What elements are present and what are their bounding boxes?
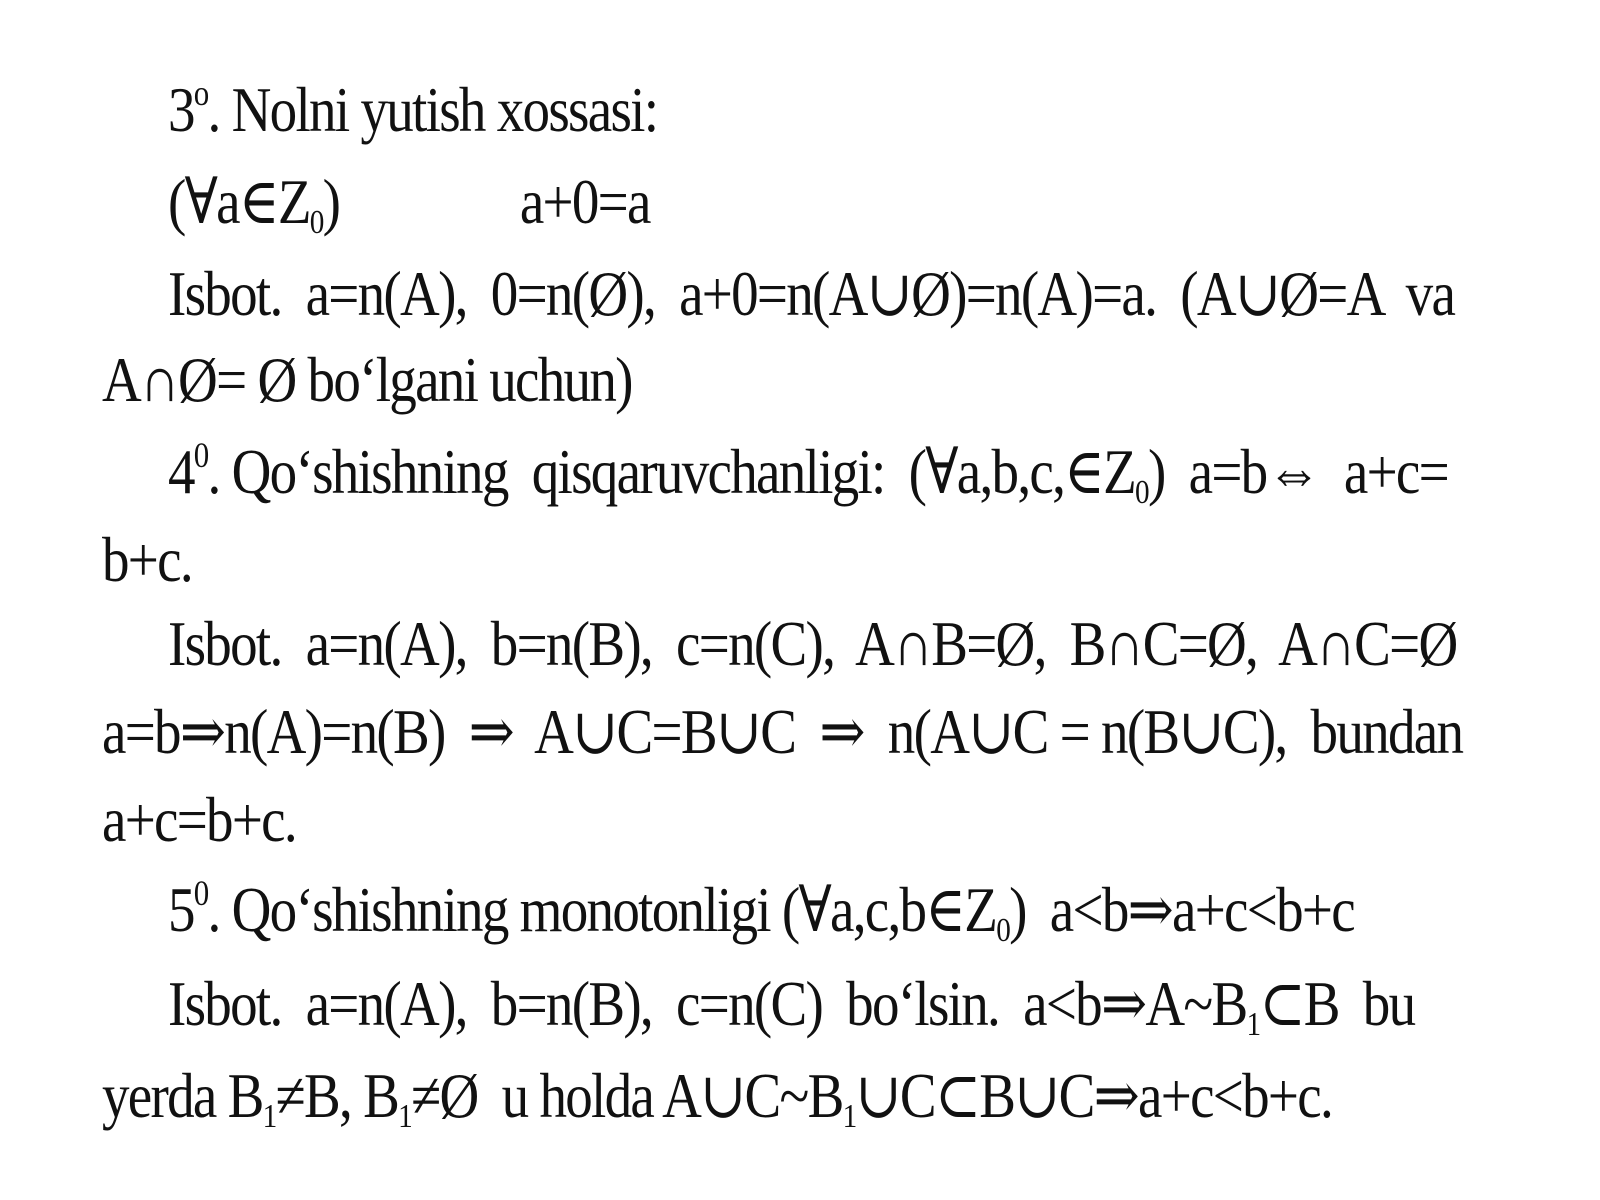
proof-5-line-2 [102, 1060, 1332, 1144]
property-3-formula [168, 166, 1320, 250]
number: 4 [168, 436, 194, 507]
subscript: 1 [262, 1098, 276, 1135]
proof-5-line-1 [168, 968, 1415, 1052]
proof-3-line-1 [168, 258, 1455, 342]
subscript: 0 [996, 912, 1010, 949]
degree-mark: 0 [193, 873, 208, 913]
formula: ) a=b⇔ a+c= [1147, 436, 1448, 507]
proof-text: a+c=b+c. [102, 784, 296, 855]
proof-text: yerda B [102, 1060, 263, 1131]
formula: a+0=a [519, 166, 650, 237]
degree-mark: o [193, 73, 208, 113]
property-4-continuation [102, 524, 1328, 608]
proof-text: Isbot. a=n(A), 0=n(Ø), a+0=n(A∪Ø)=n(A)=a. (A∪Ø=A va [168, 258, 1455, 329]
number: 3 [168, 74, 194, 145]
proof-text: Isbot. a=n(A), b=n(B), c=n(C) bo‘lsin. a<b⇒A~B [168, 968, 1247, 1039]
quantifier: (∀a∈Z [168, 166, 310, 237]
property-3-heading [168, 73, 1320, 158]
subscript: 1 [398, 1098, 412, 1135]
proof-text: ≠B, B [275, 1060, 399, 1131]
property-5-heading [168, 873, 1354, 958]
proof-3-line-2 [102, 344, 1328, 428]
proof-text-end: ⊂B bu [1259, 968, 1415, 1039]
proof-4-line-2 [102, 696, 1463, 780]
subscript: 1 [842, 1098, 856, 1135]
proof-text: a=b⇒n(A)=n(B) ⇒ A∪C=B∪C ⇒ n(A∪C = n(B∪C), bundan [102, 696, 1463, 767]
heading-text: . Qo‘shishning monotonligi (∀a,c,b∈Z [207, 874, 997, 945]
proof-4-line-1 [168, 608, 1457, 692]
quantifier-close: ) [322, 166, 340, 237]
formula-text: b+c. [102, 524, 192, 595]
degree-mark: 0 [193, 435, 208, 475]
subscript: 1 [1246, 1006, 1260, 1043]
proof-text: Isbot. a=n(A), b=n(B), c=n(C), A∩B=Ø, B∩C=Ø, A∩C=Ø [168, 608, 1457, 679]
proof-4-line-3 [102, 784, 1328, 868]
heading-text: . Nolni yutish xossasi: [207, 74, 658, 145]
proof-text: ≠Ø u holda A∪C~B [411, 1060, 843, 1131]
formula: ) a<b⇒a+c<b+c [1009, 874, 1354, 945]
subscript: 0 [1135, 474, 1148, 511]
heading-text: . Qo‘shishning qisqaruvchanligi: (∀a,b,c,∈Z [207, 436, 1136, 507]
number: 5 [168, 874, 194, 945]
proof-text: A∩Ø= Ø bo‘lgani uchun) [102, 344, 632, 415]
subscript: 0 [309, 204, 323, 241]
proof-text: ∪C⊂B∪C⇒a+c<b+c. [855, 1060, 1332, 1131]
property-4-heading [168, 435, 1448, 520]
